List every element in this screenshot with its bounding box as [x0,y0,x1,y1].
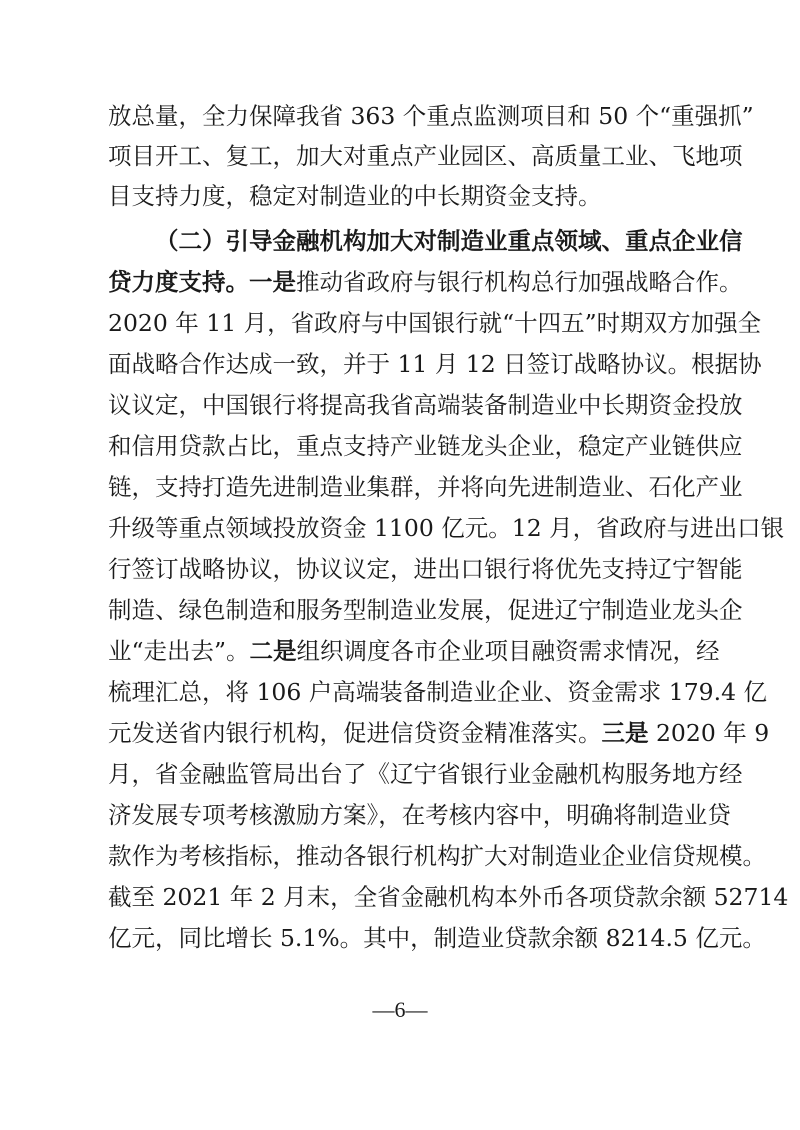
text-span: 业“走出去”。 [108,637,250,665]
text-span: 2020 年 9 [648,719,770,747]
text-span: 2020 年 11 月，省政府与中国银行就“十四五”时期双方加强全 [108,309,762,337]
text-span: 升级等重点领域投放资金 1100 亿元。12 月，省政府与进出口银 [108,514,785,542]
text-line [108,508,785,548]
text-span: 梳理汇总，将 106 户高端装备制造业企业、资金需求 179.4 亿 [108,678,768,706]
bold-text: 一是 [249,268,296,296]
text-span: 链，支持打造先进制造业集群，并将向先进制造业、石化产业 [108,473,743,501]
text-line [108,631,720,671]
text-line [108,136,743,176]
text-span: 济发展专项考核激励方案》，在考核内容中，明确将制造业贷 [108,801,731,829]
text-span: 制造、绿色制造和服务型制造业发展，促进辽宁制造业龙头企 [108,596,743,624]
text-span: 行签订战略协议，协议议定，进出口银行将优先支持辽宁智能 [108,555,743,583]
bold-text: 贷力度支持。 [108,268,249,296]
text-line [108,344,762,384]
text-span: 放总量，全力保障我省 363 个重点监测项目和 50 个“重强抓” [108,102,754,130]
text-line [108,713,770,753]
text-span: 和信用贷款占比，重点支持产业链龙头企业，稳定产业链供应 [108,432,743,460]
text-line [108,262,743,302]
text-span: 议议定，中国银行将提高我省高端装备制造业中长期资金投放 [108,391,743,419]
page-number: —6— [372,997,428,1022]
bold-text: 三是 [601,719,649,747]
text-span: 组织调度各市企业项目融资需求情况，经 [296,637,720,665]
text-line [108,590,743,630]
text-line [108,795,731,835]
text-line [108,672,768,712]
text-line [155,221,743,261]
text-span: 月，省金融监管局出台了《辽宁省银行业金融机构服务地方经 [108,760,743,788]
text-span: 项目开工、复工，加大对重点产业园区、高质量工业、飞地项 [108,142,743,170]
text-line [108,303,762,343]
bold-text: 二是 [249,637,297,665]
text-line [108,96,754,136]
text-line [108,836,766,876]
text-line [108,754,743,794]
text-line [108,176,698,216]
text-span: 目支持力度，稳定对制造业的中长期资金支持。 [108,182,602,210]
text-span: 元发送省内银行机构，促进信贷资金精准落实。 [108,719,602,747]
text-span: 面战略合作达成一致，并于 11 月 12 日签订战略协议。根据协 [108,350,762,378]
text-line [108,918,766,958]
text-span: 推动省政府与银行机构总行加强战略合作。 [296,268,743,296]
text-line [108,877,789,917]
text-line [108,426,743,466]
text-line [108,549,743,589]
text-line [108,385,743,425]
text-span: 款作为考核指标，推动各银行机构扩大对制造业企业信贷规模。 [108,842,766,870]
text-span: 截至 2021 年 2 月末，全省金融机构本外币各项贷款余额 52714 [108,883,789,911]
text-line [108,467,743,507]
bold-text: （二）引导金融机构加大对制造业重点领域、重点企业信 [155,227,743,255]
text-span: 亿元，同比增长 5.1%。其中，制造业贷款余额 8214.5 亿元。 [108,924,766,952]
